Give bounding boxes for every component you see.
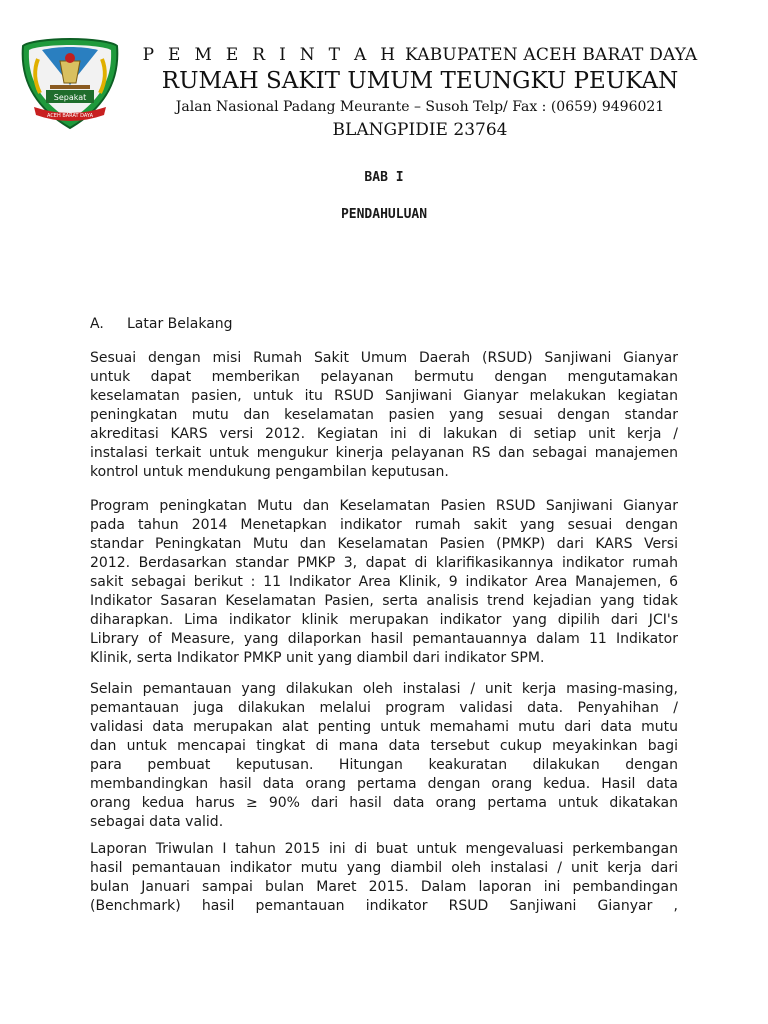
paragraph-line: standar Peningkatan Mutu dan Keselamatan Pasien (PMKP) dari KARS Versi — [90, 536, 678, 552]
paragraph-line: Klinik, serta Indikator PMKP unit yang diambil dari indikator SPM. — [90, 650, 545, 666]
paragraph-line: bulan Januari sampai bulan Maret 2015. Dalam laporan ini pembandingan — [90, 879, 678, 895]
paragraph-line: dan untuk mencapai tingkat di mana data tersebut cukup meyakinkan bagi — [90, 738, 678, 754]
chapter-number: BAB I — [364, 170, 404, 185]
paragraph-line: instalasi terkait untuk mengukur kinerja pelayanan RS dan sebagai manajemen — [90, 445, 678, 461]
paragraph-line: Indikator Sasaran Keselamatan Pasien, serta analisis trend kejadian yang tidak — [90, 593, 678, 609]
regency-logo — [20, 37, 120, 131]
paragraph-line: Program peningkatan Mutu dan Keselamatan Pasien RSUD Sanjiwani Gianyar — [90, 498, 678, 514]
paragraph-line: Selain pemantauan yang dilakukan oleh instalasi / unit kerja masing-masing, — [90, 681, 678, 697]
paragraph-line: (Benchmark) hasil pemantauan indikator RSUD Sanjiwani Gianyar , — [90, 898, 678, 914]
paragraph-1 — [90, 349, 678, 482]
paragraph-line: sakit sebagai berikut : 11 Indikator Area Klinik, 9 indikator Area Manajemen, 6 — [90, 574, 678, 590]
section-title: Latar Belakang — [127, 316, 233, 332]
paragraph-line: Library of Measure, yang dilaporkan hasil pemantauannya dalam 11 Indikator — [90, 631, 678, 647]
paragraph-line: validasi data merupakan alat penting untuk memahami mutu dari data mutu — [90, 719, 678, 735]
paragraph-line: diharapkan. Lima indikator klinik merupakan indikator yang dipilih dari JCI's — [90, 612, 678, 628]
paragraph-3 — [90, 680, 678, 832]
paragraph-line: pada tahun 2014 Menetapkan indikator rumah sakit yang sesuai dengan — [90, 517, 678, 533]
paragraph-line: keselamatan pasien, untuk itu RSUD Sanjiwani Gianyar melakukan kegiatan — [90, 388, 678, 404]
paragraph-4 — [90, 840, 678, 916]
paragraph-line: peningkatan mutu dan keselamatan pasien yang sesuai dengan standar — [90, 407, 678, 423]
government-line — [130, 44, 710, 66]
paragraph-line: pemantauan juga dilakukan melalui program validasi data. Penyahihan / — [90, 700, 678, 716]
paragraph-line: akreditasi KARS versi 2012. Kegiatan ini di lakukan di setiap unit kerja / — [90, 426, 678, 442]
section-heading — [90, 316, 233, 332]
government-regency: KABUPATEN ACEH BARAT DAYA — [405, 45, 698, 65]
section-number: A. — [90, 316, 104, 332]
logo-ribbon-text: ACEH BARAT DAYA — [46, 113, 94, 119]
paragraph-line: orang kedua harus ≥ 90% dari hasil data orang pertama untuk dikatakan — [90, 795, 678, 811]
paragraph-line: 2012. Berdasarkan standar PMKP 3, dapat di klarifikasikannya indikator rumah — [90, 555, 678, 571]
letterhead — [130, 44, 710, 141]
chapter-title: PENDAHULUAN — [340, 207, 428, 222]
logo-banner-text: Sepakat — [53, 93, 87, 102]
paragraph-line: Laporan Triwulan I tahun 2015 ini di buat untuk mengevaluasi perkembangan — [90, 841, 678, 857]
paragraph-line: kontrol untuk mendukung pengambilan keputusan. — [90, 464, 449, 480]
hospital-address: Jalan Nasional Padang Meurante – Susoh Telp/ Fax : (0659) 9496021 — [175, 99, 665, 115]
paragraph-line: sebagai data valid. — [90, 814, 224, 830]
hospital-name: RUMAH SAKIT UMUM TEUNGKU PEUKAN — [161, 68, 679, 94]
paragraph-line: untuk dapat memberikan pelayanan bermutu dengan mengutamakan — [90, 369, 678, 385]
paragraph-2 — [90, 497, 678, 668]
paragraph-line: para pembuat keputusan. Hitungan keakuratan dilakukan dengan — [90, 757, 678, 773]
paragraph-line: membandingkan hasil data orang pertama dengan orang kedua. Hasil data — [90, 776, 678, 792]
government-spaced: P E M E R I N T A H — [142, 45, 400, 65]
paragraph-line: hasil pemantauan indikator mutu yang diambil oleh instalasi / unit kerja dari — [90, 860, 678, 876]
paragraph-line: Sesuai dengan misi Rumah Sakit Umum Daerah (RSUD) Sanjiwani Gianyar — [90, 350, 678, 366]
hospital-city: BLANGPIDIE 23764 — [332, 120, 508, 140]
